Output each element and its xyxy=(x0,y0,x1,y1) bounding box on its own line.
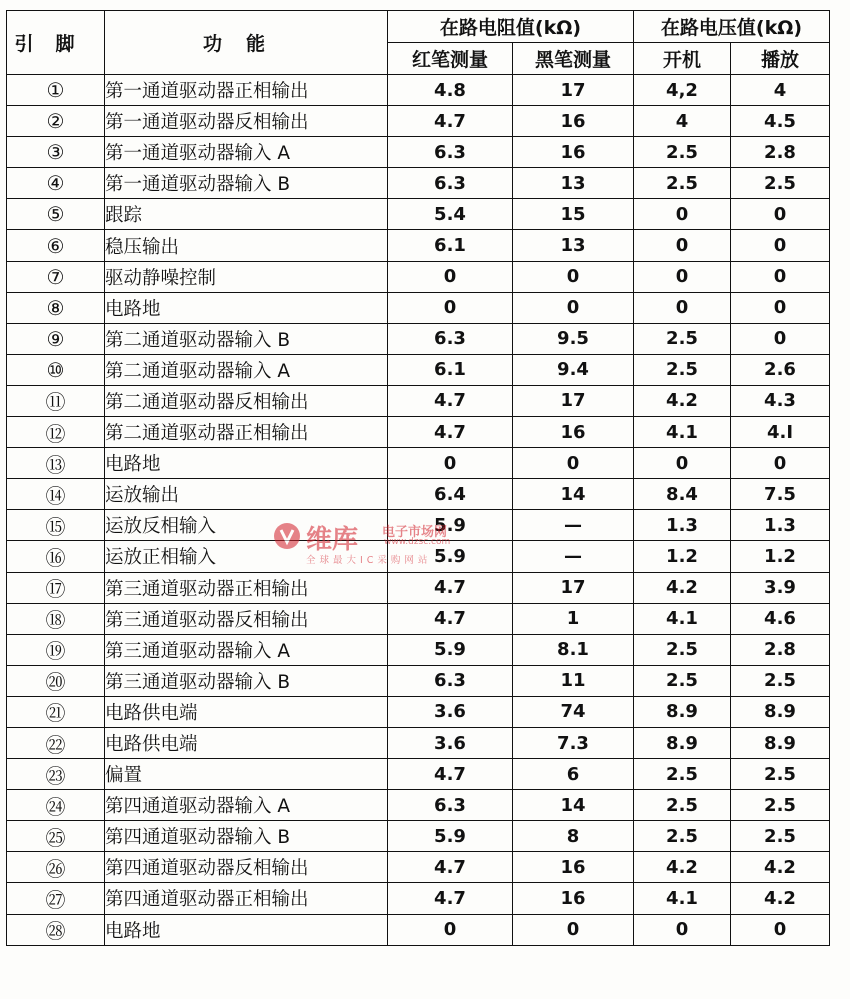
pin-number: ㉘ xyxy=(7,914,105,945)
table-row xyxy=(7,448,830,479)
red-probe-value: 4.7 xyxy=(388,883,513,914)
table-row xyxy=(7,479,830,510)
playback-value: 0 xyxy=(731,230,830,261)
function-cell: 跟踪 xyxy=(105,199,388,230)
table-row xyxy=(7,354,830,385)
pin-number: ⑲ xyxy=(7,634,105,665)
pin-measurement-table xyxy=(6,10,830,946)
playback-value: 0 xyxy=(731,199,830,230)
function-cell: 第一通道驱动器输入 A xyxy=(105,137,388,168)
red-probe-value: 6.3 xyxy=(388,790,513,821)
pin-column-header: 引脚 xyxy=(7,11,105,75)
function-cell: 电路供电端 xyxy=(105,727,388,758)
power-on-value: 4 xyxy=(634,106,731,137)
black-probe-value: 0 xyxy=(513,914,634,945)
pin-number: ㉗ xyxy=(7,883,105,914)
table-row xyxy=(7,852,830,883)
black-probe-value: 17 xyxy=(513,75,634,106)
playback-value: 1.2 xyxy=(731,541,830,572)
black-probe-header: 黑笔测量 xyxy=(513,43,634,75)
red-probe-header: 红笔测量 xyxy=(388,43,513,75)
function-cell: 第二通道驱动器输入 B xyxy=(105,323,388,354)
power-on-value: 4,2 xyxy=(634,75,731,106)
red-probe-value: 5.9 xyxy=(388,510,513,541)
black-probe-value: 7.3 xyxy=(513,727,634,758)
table-row xyxy=(7,572,830,603)
function-cell: 第四通道驱动器反相输出 xyxy=(105,852,388,883)
red-probe-value: 6.4 xyxy=(388,479,513,510)
pin-number: ⑪ xyxy=(7,385,105,416)
playback-value: 4.6 xyxy=(731,603,830,634)
function-cell: 偏置 xyxy=(105,759,388,790)
power-on-value: 0 xyxy=(634,448,731,479)
watermark-subtitle: 电子市场网 xyxy=(382,525,448,540)
red-probe-value: 6.1 xyxy=(388,230,513,261)
playback-value: 2.5 xyxy=(731,759,830,790)
red-probe-value: 5.9 xyxy=(388,821,513,852)
function-cell: 运放输出 xyxy=(105,479,388,510)
playback-value: 2.8 xyxy=(731,137,830,168)
pin-number: ㉑ xyxy=(7,696,105,727)
function-cell: 第三通道驱动器反相输出 xyxy=(105,603,388,634)
black-probe-value: 0 xyxy=(513,292,634,323)
table-row xyxy=(7,230,830,261)
pin-number: ⑬ xyxy=(7,448,105,479)
function-column-header: 功能 xyxy=(105,11,388,75)
black-probe-value: — xyxy=(513,541,634,572)
function-cell: 第二通道驱动器反相输出 xyxy=(105,385,388,416)
power-on-value: 0 xyxy=(634,199,731,230)
red-probe-value: 0 xyxy=(388,448,513,479)
red-probe-value: 0 xyxy=(388,261,513,292)
red-probe-value: 6.1 xyxy=(388,354,513,385)
pin-number: ⑦ xyxy=(7,261,105,292)
power-on-value: 1.3 xyxy=(634,510,731,541)
power-on-value: 2.5 xyxy=(634,665,731,696)
playback-value: 4.3 xyxy=(731,385,830,416)
pin-number: ⑱ xyxy=(7,603,105,634)
pin-number: ㉓ xyxy=(7,759,105,790)
red-probe-value: 4.8 xyxy=(388,75,513,106)
power-on-header: 开机 xyxy=(634,43,731,75)
black-probe-value: 9.5 xyxy=(513,323,634,354)
red-probe-value: 6.3 xyxy=(388,665,513,696)
power-on-value: 8.9 xyxy=(634,727,731,758)
function-cell: 运放反相输入 xyxy=(105,510,388,541)
pin-number: ㉖ xyxy=(7,852,105,883)
black-probe-value: 8.1 xyxy=(513,634,634,665)
header-row-top xyxy=(7,11,830,43)
watermark-name: 维库 xyxy=(306,525,359,555)
black-probe-value: 16 xyxy=(513,106,634,137)
red-probe-value: 0 xyxy=(388,292,513,323)
watermark-tagline: 全球最大IC采购网站 xyxy=(306,555,432,566)
power-on-value: 2.5 xyxy=(634,137,731,168)
power-on-value: 2.5 xyxy=(634,759,731,790)
power-on-value: 4.1 xyxy=(634,883,731,914)
function-cell: 电路地 xyxy=(105,448,388,479)
black-probe-value: 13 xyxy=(513,230,634,261)
table-row xyxy=(7,727,830,758)
black-probe-value: 0 xyxy=(513,448,634,479)
pin-number: ② xyxy=(7,106,105,137)
playback-value: 8.9 xyxy=(731,696,830,727)
resistance-group-header: 在路电阻值(kΩ) xyxy=(388,11,634,43)
table-row xyxy=(7,385,830,416)
pin-number: ⑮ xyxy=(7,510,105,541)
table-row xyxy=(7,137,830,168)
red-probe-value: 3.6 xyxy=(388,727,513,758)
function-cell: 驱动静噪控制 xyxy=(105,261,388,292)
red-probe-value: 0 xyxy=(388,914,513,945)
pin-number: ⑯ xyxy=(7,541,105,572)
black-probe-value: 14 xyxy=(513,479,634,510)
table-row xyxy=(7,199,830,230)
playback-value: 0 xyxy=(731,292,830,323)
table-row xyxy=(7,883,830,914)
red-probe-value: 5.9 xyxy=(388,541,513,572)
power-on-value: 2.5 xyxy=(634,634,731,665)
table-row xyxy=(7,696,830,727)
pin-number: ⑤ xyxy=(7,199,105,230)
function-cell: 第二通道驱动器输入 A xyxy=(105,354,388,385)
function-cell: 第四通道驱动器正相输出 xyxy=(105,883,388,914)
voltage-group-header: 在路电压值(kΩ) xyxy=(634,11,830,43)
red-probe-value: 6.3 xyxy=(388,168,513,199)
black-probe-value: 6 xyxy=(513,759,634,790)
playback-value: 4 xyxy=(731,75,830,106)
black-probe-value: 74 xyxy=(513,696,634,727)
pin-number: ⑳ xyxy=(7,665,105,696)
power-on-value: 0 xyxy=(634,914,731,945)
red-probe-value: 4.7 xyxy=(388,603,513,634)
table-row xyxy=(7,790,830,821)
playback-value: 2.6 xyxy=(731,354,830,385)
black-probe-value: 11 xyxy=(513,665,634,696)
pin-number: ⑥ xyxy=(7,230,105,261)
black-probe-value: 0 xyxy=(513,261,634,292)
table-row xyxy=(7,603,830,634)
black-probe-value: 9.4 xyxy=(513,354,634,385)
power-on-value: 4.2 xyxy=(634,852,731,883)
black-probe-value: 16 xyxy=(513,137,634,168)
power-on-value: 2.5 xyxy=(634,821,731,852)
power-on-value: 0 xyxy=(634,230,731,261)
power-on-value: 8.9 xyxy=(634,696,731,727)
function-cell: 电路供电端 xyxy=(105,696,388,727)
power-on-value: 2.5 xyxy=(634,323,731,354)
red-probe-value: 5.9 xyxy=(388,634,513,665)
table-row xyxy=(7,634,830,665)
red-probe-value: 4.7 xyxy=(388,572,513,603)
playback-value: 0 xyxy=(731,261,830,292)
black-probe-value: — xyxy=(513,510,634,541)
table-row xyxy=(7,510,830,541)
power-on-value: 2.5 xyxy=(634,790,731,821)
power-on-value: 4.1 xyxy=(634,603,731,634)
table-row xyxy=(7,821,830,852)
black-probe-value: 17 xyxy=(513,572,634,603)
table-header xyxy=(7,11,830,75)
function-cell: 第三通道驱动器正相输出 xyxy=(105,572,388,603)
table-row xyxy=(7,759,830,790)
watermark-url: www.dzsc.com xyxy=(384,537,451,547)
playback-value: 4.2 xyxy=(731,852,830,883)
playback-value: 2.5 xyxy=(731,821,830,852)
playback-value: 2.5 xyxy=(731,665,830,696)
playback-value: 1.3 xyxy=(731,510,830,541)
playback-value: 2.5 xyxy=(731,790,830,821)
function-cell: 运放正相输入 xyxy=(105,541,388,572)
playback-value: 4.I xyxy=(731,417,830,448)
power-on-value: 1.2 xyxy=(634,541,731,572)
red-probe-value: 3.6 xyxy=(388,696,513,727)
power-on-value: 2.5 xyxy=(634,354,731,385)
playback-value: 2.8 xyxy=(731,634,830,665)
table-row xyxy=(7,417,830,448)
table-row xyxy=(7,323,830,354)
table-row xyxy=(7,665,830,696)
function-cell: 第一通道驱动器正相输出 xyxy=(105,75,388,106)
table-row xyxy=(7,292,830,323)
black-probe-value: 15 xyxy=(513,199,634,230)
function-cell: 第一通道驱动器输入 B xyxy=(105,168,388,199)
black-probe-value: 14 xyxy=(513,790,634,821)
function-cell: 第四通道驱动器输入 B xyxy=(105,821,388,852)
red-probe-value: 4.7 xyxy=(388,106,513,137)
table-row xyxy=(7,168,830,199)
power-on-value: 4.2 xyxy=(634,572,731,603)
red-probe-value: 4.7 xyxy=(388,385,513,416)
black-probe-value: 13 xyxy=(513,168,634,199)
table-row xyxy=(7,106,830,137)
pin-number: ③ xyxy=(7,137,105,168)
black-probe-value: 17 xyxy=(513,385,634,416)
playback-value: 4.5 xyxy=(731,106,830,137)
black-probe-value: 16 xyxy=(513,883,634,914)
playback-value: 4.2 xyxy=(731,883,830,914)
power-on-value: 2.5 xyxy=(634,168,731,199)
black-probe-value: 1 xyxy=(513,603,634,634)
black-probe-value: 8 xyxy=(513,821,634,852)
power-on-value: 0 xyxy=(634,261,731,292)
black-probe-value: 16 xyxy=(513,852,634,883)
function-cell: 第三通道驱动器输入 A xyxy=(105,634,388,665)
power-on-value: 4.1 xyxy=(634,417,731,448)
function-cell: 电路地 xyxy=(105,914,388,945)
pin-number: ㉔ xyxy=(7,790,105,821)
pin-number: ① xyxy=(7,75,105,106)
power-on-value: 0 xyxy=(634,292,731,323)
pin-number: ⑨ xyxy=(7,323,105,354)
red-probe-value: 6.3 xyxy=(388,323,513,354)
table-row xyxy=(7,75,830,106)
table-row xyxy=(7,541,830,572)
pin-number: ㉒ xyxy=(7,727,105,758)
black-probe-value: 16 xyxy=(513,417,634,448)
playback-value: 7.5 xyxy=(731,479,830,510)
function-cell: 第二通道驱动器正相输出 xyxy=(105,417,388,448)
function-cell: 第三通道驱动器输入 B xyxy=(105,665,388,696)
pin-number: ㉕ xyxy=(7,821,105,852)
red-probe-value: 5.4 xyxy=(388,199,513,230)
playback-value: 0 xyxy=(731,448,830,479)
function-cell: 稳压输出 xyxy=(105,230,388,261)
red-probe-value: 4.7 xyxy=(388,759,513,790)
table-row xyxy=(7,914,830,945)
pin-number: ④ xyxy=(7,168,105,199)
playback-value: 0 xyxy=(731,914,830,945)
function-cell: 第四通道驱动器输入 A xyxy=(105,790,388,821)
playback-value: 3.9 xyxy=(731,572,830,603)
function-cell: 电路地 xyxy=(105,292,388,323)
pin-number: ⑰ xyxy=(7,572,105,603)
function-cell: 第一通道驱动器反相输出 xyxy=(105,106,388,137)
red-probe-value: 4.7 xyxy=(388,852,513,883)
red-probe-value: 6.3 xyxy=(388,137,513,168)
playback-value: 2.5 xyxy=(731,168,830,199)
pin-number: ⑧ xyxy=(7,292,105,323)
pin-number: ⑩ xyxy=(7,354,105,385)
power-on-value: 8.4 xyxy=(634,479,731,510)
pin-number: ⑫ xyxy=(7,417,105,448)
table-row xyxy=(7,261,830,292)
power-on-value: 4.2 xyxy=(634,385,731,416)
playback-value: 0 xyxy=(731,323,830,354)
pin-number: ⑭ xyxy=(7,479,105,510)
red-probe-value: 4.7 xyxy=(388,417,513,448)
table-body xyxy=(7,75,830,946)
playback-value: 8.9 xyxy=(731,727,830,758)
playback-header: 播放 xyxy=(731,43,830,75)
